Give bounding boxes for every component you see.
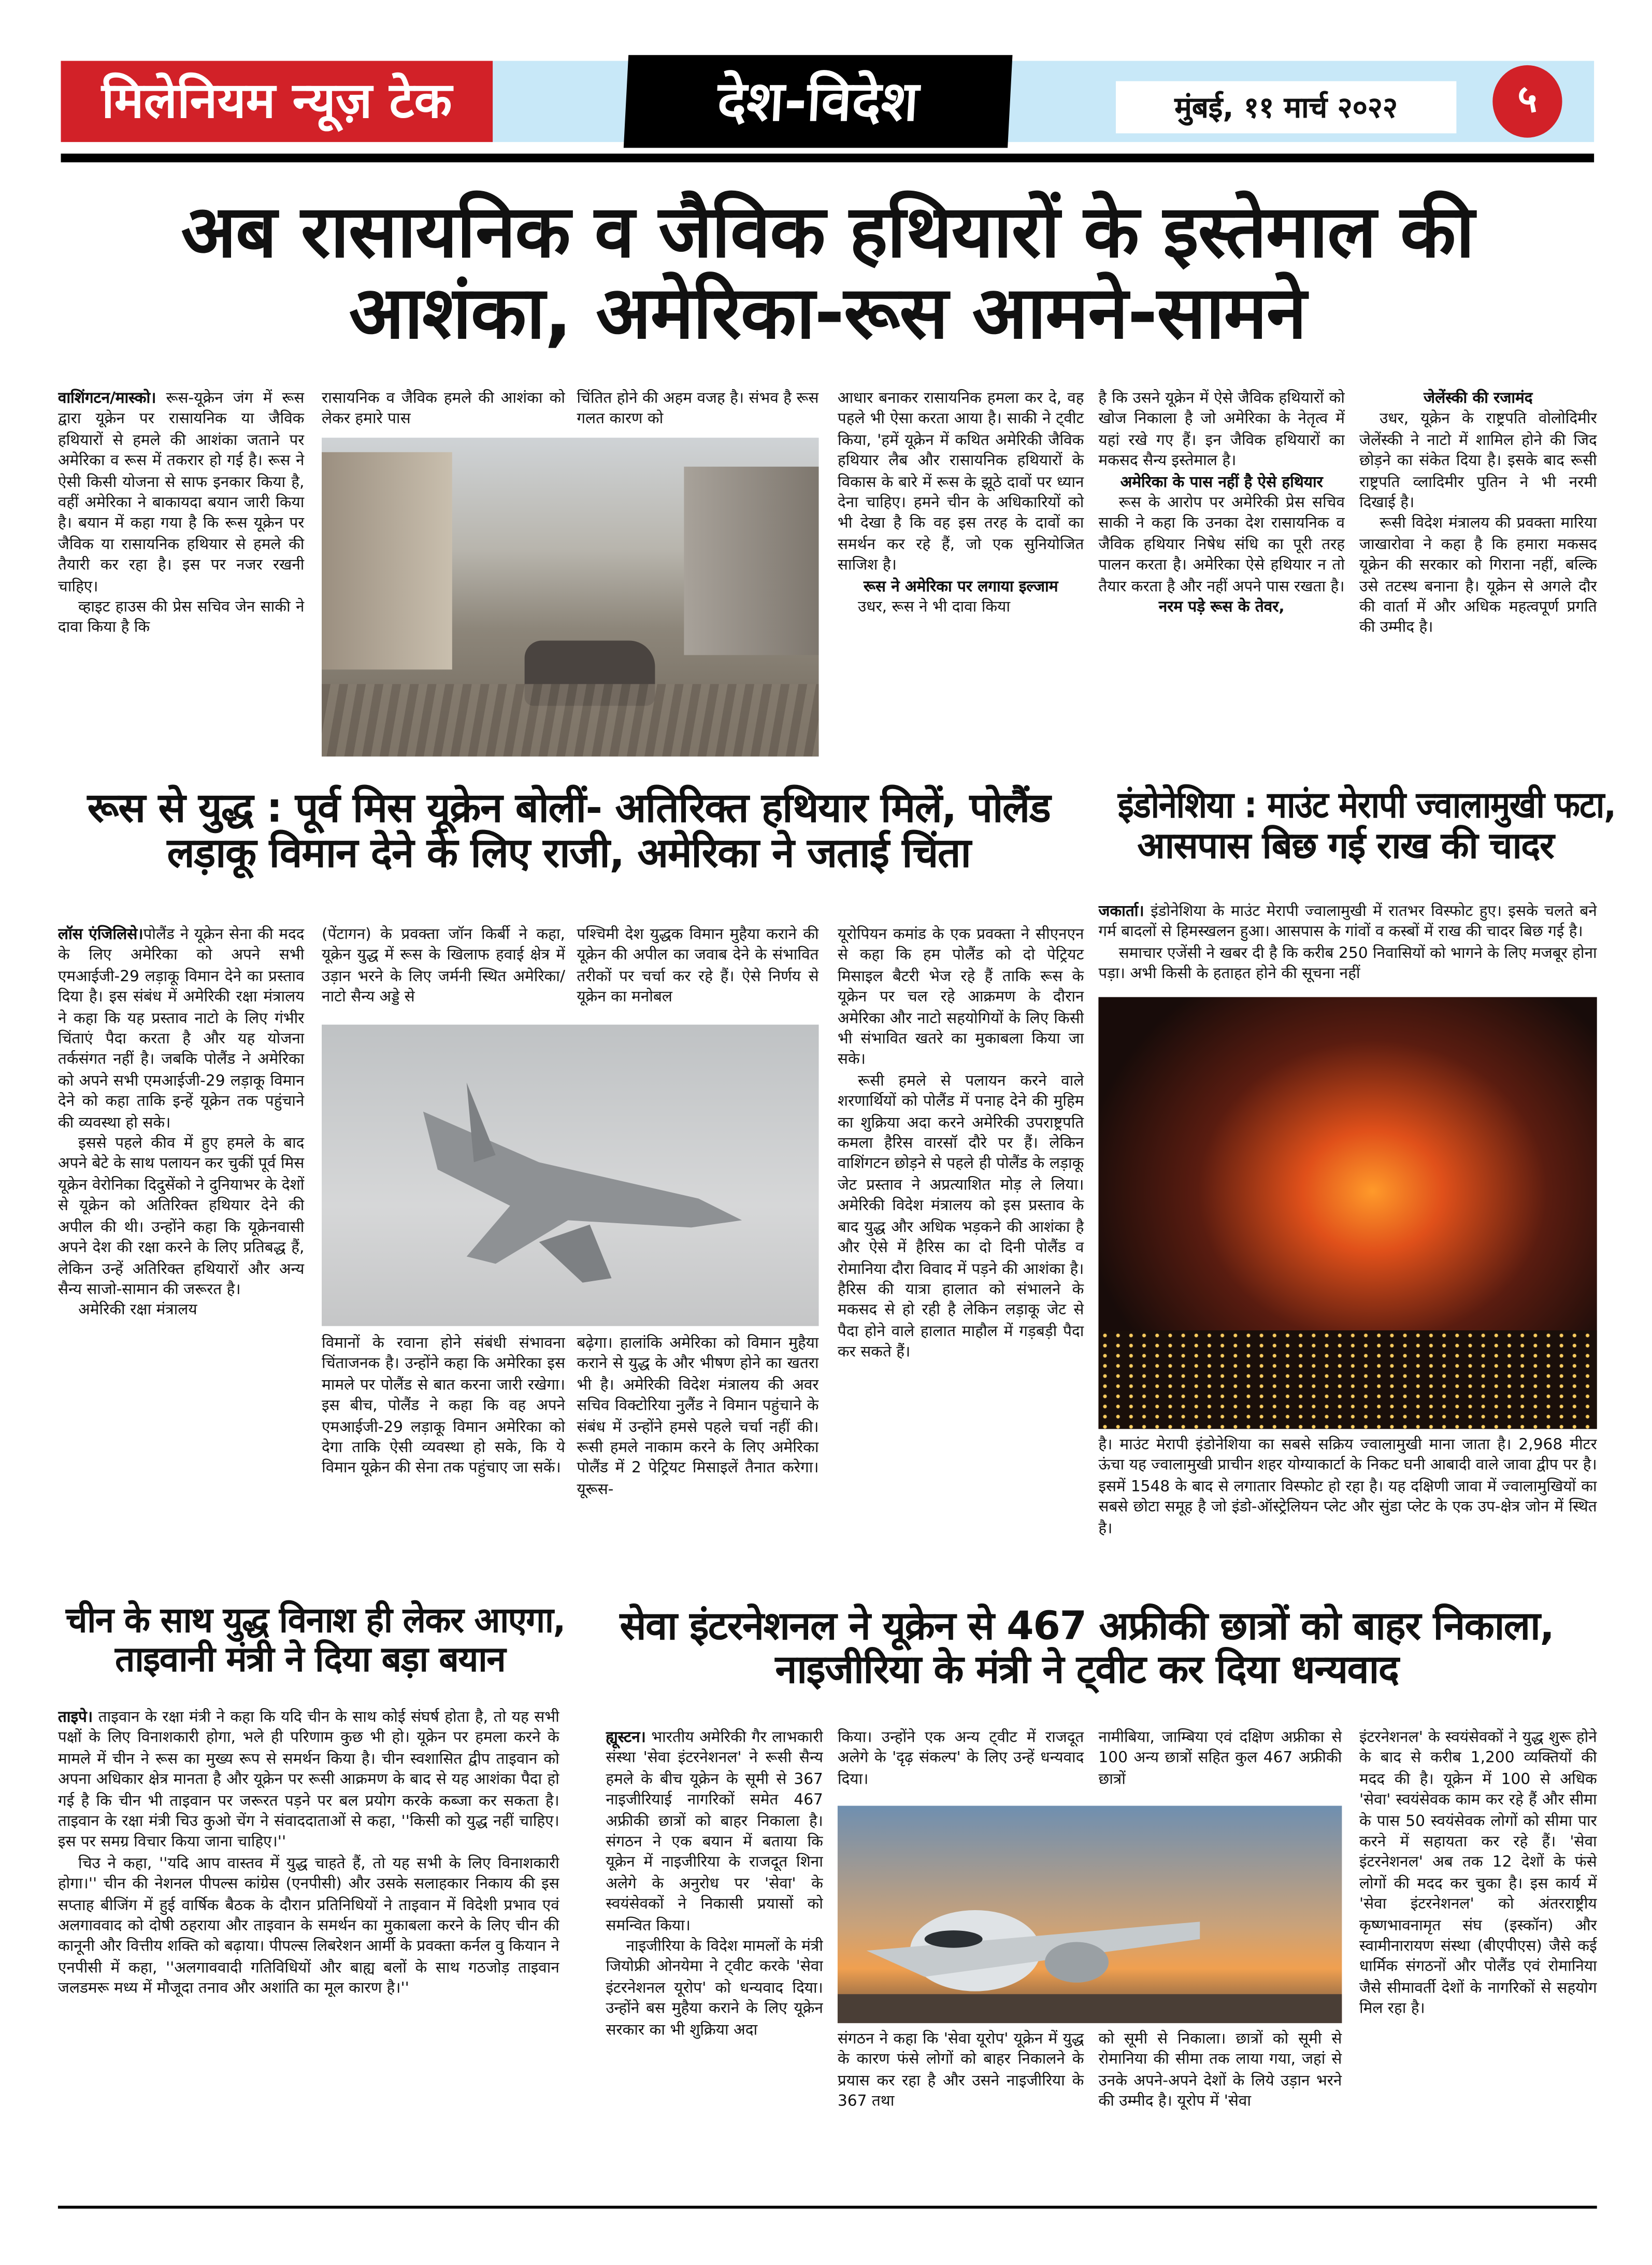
article-column: को सूमी से निकाला। छात्रों को सूमी से रोमानिया की सीमा तक लाया गया, जहां से उनके अपने-अपने देशों के लिये उड़ान भरने की उम्मीद है। यूरोप में 'सेवा <box>1098 2030 1342 2111</box>
paragraph: समाचार एजेंसी ने खबर दी है कि करीब 250 निवासियों को भागने के लिए मजबूर होना पड़ा। अभी किसी के हताहत होने की सूचना नहीं <box>1098 944 1597 983</box>
masthead-rule <box>61 154 1594 163</box>
article-column <box>1098 901 1597 994</box>
dateline: वाशिंगटन/मास्को। <box>58 390 156 408</box>
headline-line: आशंका, अमेरिका-रूस आमने-सामने <box>349 271 1306 355</box>
headline-line: इंडोनेशिया : माउंट मेरापी ज्वालामुखी फटा, <box>1117 784 1616 826</box>
article-column: संगठन ने कहा कि 'सेवा यूरोप' यूक्रेन में युद्ध के कारण फंसे लोगों को बाहर निकालने के प्रयास कर रहा है और उसने नाइजीरिया के 367 तथा <box>837 2030 1084 2111</box>
headline-line: सेवा इंटरनेशनल ने यूक्रेन से 467 अफ्रीकी छात्रों को बाहर निकाला, <box>620 1604 1554 1650</box>
paragraph: नाइजीरिया के विदेश मामलों के मंत्री जियोफ्री ओनयेमा ने ट्वीट करके 'सेवा इंटरनेशनल यूरोप' को धन्यवाद दिया। उन्होंने बस मुहैया कराने के लिए यूक्रेन सरकार का भी शुक्रिया अदा <box>606 1938 823 2039</box>
article-column: किया। उन्होंने एक अन्य ट्वीट में राजदूत अलेगे के 'दृढ़ संकल्प' के लिए उन्हें धन्यवाद दिया। <box>837 1729 1084 1788</box>
subheading: अमेरिका के पास नहीं है ऐसे हथियार <box>1120 473 1323 491</box>
headline-taiwan <box>58 1600 565 1680</box>
paragraph: उधर, रूस ने भी दावा किया <box>858 598 1011 617</box>
brand-logo: मिलेनियम न्यूज़ टेक <box>61 61 493 142</box>
article-column: चिंतित होने की अहम वजह है। संभव है रूस गलत कारण को <box>577 390 819 428</box>
paragraph: रूसी हमले से पलायन करने वाले शरणार्थियों को पोलैंड में पनाह देने की मुहिम का शुक्रिया अदा करने अमेरिकी उपराष्ट्रपति कमला हैरिस वारसॉ दौरे पर हैं। लेकिन वाशिंगटन छोड़ने से पहले ही पोलैंड के लड़ाकू जेट प्रस्ताव ने अप्रत्याशित मोड़ ले लिया। अमेरिकी विदेश मंत्रालय को इस प्रस्ताव के बाद युद्ध और अधिक भड़कने की आशंका है और ऐसे में हैरिस का दो दिनी पोलैंड व रोमानिया दौरा विवाद में पड़ने की आशंका है। हैरिस की यात्रा हालात को संभालने के मकसद से हो रही है लेकिन लड़ाकू जेट से पैदा होने वाले हालात माहौल में गड़बड़ी पैदा कर सकते हैं। <box>837 1072 1084 1361</box>
headline-line: अब रासायनिक व जैविक हथियारों के इस्तेमाल की <box>181 190 1474 274</box>
paragraph: पोलैंड ने यूक्रेन सेना की मदद के लिए अमेरिका को अपने सभी एमआईजी-29 लड़ाकू विमान देने का प्रस्ताव दिया है। इस संबंध में अमेरिकी रक्षा मंत्रालय ने कहा कि यह प्रस्ताव नाटो के लिए गंभीर चिंताएं पैदा करता है और यह योजना तर्कसंगत नहीं है। जबकि पोलैंड ने अमेरिका को अपने सभी एमआईजी-29 लड़ाकू विमान देने को कहा ताकि इन्हें यूक्रेन तक पहुंचाने की व्यवस्था हो सके। <box>58 926 305 1131</box>
paragraph: है कि उसने यूक्रेन में ऐसे जैविक हथियारों को खोज निकाला है जो अमेरिका के नेतृत्व में यहां रखे गए हैं। इन जैविक हथियारों का मकसद सैन्य इस्तेमाल है। <box>1098 390 1345 470</box>
subheading: रूस ने अमेरिका पर लगाया इल्जाम <box>863 578 1058 595</box>
article-column: इंटरनेशनल' के स्वयंसेवकों ने युद्ध शुरू होने के बाद से करीब 1,200 व्यक्तियों की मदद की है। यूक्रेन में 100 से अधिक 'सेवा' स्वयंसेवक काम कर रहे हैं और सीमा के पास 50 स्वयंसेवक लोगों को सीमा पार करने में सहायता कर रहे हैं। 'सेवा इंटरनेशनल' अब तक 12 देशों के फंसे लोगों की मदद कर चुका है। इस कार्य में 'सेवा इंटरनेशनल' को अंतरराष्ट्रीय कृष्णभावनामृत संघ (इस्कॉन) और स्वामीनारायण संस्था (बीएपीएस) जैसे कई धार्मिक संगठनों और पोलैंड एवं रोमानिया जैसे सीमावर्ती देशों के नागरिकों से सहयोग मिल रहा है। <box>1359 1729 1597 2018</box>
article-column <box>838 389 1084 768</box>
article-column: (पेंटागन) के प्रवक्ता जॉन किर्बी ने कहा, यूक्रेन युद्ध में रूस के खिलाफ हवाई क्षेत्र में उड़ान भरने के लिए जर्मनी स्थित अमेरिका/नाटो सैन्य अड्डे से <box>322 926 565 1007</box>
headline-line: नाइजीरिया के मंत्री ने ट्वीट कर दिया धन्यवाद <box>775 1648 1399 1694</box>
headline-line: चीन के साथ युद्ध विनाश ही लेकर आएगा, <box>66 1600 565 1641</box>
photo-fighter-jet <box>322 1025 819 1326</box>
article-column <box>58 389 305 765</box>
article-column: बढ़ेगा। हालांकि अमेरिका को विमान मुहैया कराने से युद्ध के और भीषण होने का खतरा भी है। अमेरिकी विदेश मंत्रालय की अवर सचिव विक्टोरिया नुलैंड ने विमान पहुंचाने के संबंध में उन्होंने हमसे पहले चर्चा नहीं की। रूसी हमले नाकाम करने के लिए अमेरिका पोलैंड में 2 पेट्रियट मिसाइलें तैनात करेगा। यूरूस- <box>577 1335 819 1499</box>
paragraph: रूस-यूक्रेन जंग में रूस द्वारा यूक्रेन पर रासायनिक या जैविक हथियारों से हमले की आशंका जताने पर अमेरिका व रूस में तकरार हो गई है। रूस ने ऐसी किसी योजना से साफ इनकार किया है, वहीं अमेरिका ने बाकायदा बयान जारी किया है। बयान में कहा गया है कि रूस यूक्रेन पर जैविक या रासायनिक हथियार से हमले की तैयारी कर रहा है। इस पर नजर रखनी चाहिए। <box>58 390 305 595</box>
paragraph: चिउ ने कहा, ''यदि आप वास्तव में युद्ध चाहते हैं, तो यह सभी के लिए विनाशकारी होगा।'' चीन की नेशनल पीपल्स कांग्रेस (एनपीसी) और उसके सलाहकार निकाय की इस सप्ताह बीजिंग में हुई वार्षिक बैठक के दौरान प्रतिनिधियों ने ताइवान में विदेशी प्रभाव एवं अलगाववाद को दोषी ठहराया और ताइवान के समर्थन का मुकाबला करने के लिए चीन की कानूनी और वित्तीय शक्ति को बढ़ाया। पीपल्स लिबरेशन आर्मी के प्रवक्ता कर्नल वु कियान ने एनपीसी में कहा, ''अलगाववादी गतिविधियों और बाह्य बलों के साथ गठजोड़ ताइवान जलडमरू मध्य में मौजूदा तनाव और अशांति का मूल कारण है।'' <box>58 1855 559 1998</box>
article-column: नामीबिया, जाम्बिया एवं दक्षिण अफ्रीका से 100 अन्य छात्रों सहित कुल 467 अफ्रीकी छात्रों <box>1098 1729 1342 1788</box>
paragraph: रूसी विदेश मंत्रालय की प्रवक्ता मारिया जाखारोवा ने कहा है कि हमारा मकसद यूक्रेन की सरकार को गिराना नहीं, बल्कि उसे तटस्थ बनाना है। यूक्रेन से अगले दौर की वार्ता में और अधिक महत्वपूर्ण प्रगति की उम्मीद है। <box>1359 515 1597 637</box>
page-number: ५ <box>1492 65 1562 138</box>
headline-line: लड़ाकू विमान देने के लिए राजी, अमेरिका ने जताई चिंता <box>167 829 971 878</box>
article-column <box>58 925 305 1588</box>
photo-volcano-eruption <box>1098 997 1597 1429</box>
subheading: नरम पड़े रूस के तेवर, <box>1158 598 1285 617</box>
bottom-rule <box>58 2206 1597 2209</box>
article-column <box>838 925 1084 1588</box>
paragraph: यूरोपियन कमांड के एक प्रवक्ता ने सीएनएन से कहा कि हम पोलैंड को दो पेट्रियट मिसाइल बैटरी भेज रहे हैं ताकि रूस के यूक्रेन पर चल रहे आक्रमण के दौरान अमेरिका और नाटो सहयोगियों के लिए किसी भी संभावित खतरे का मुकाबला किया जा सके। <box>837 926 1084 1069</box>
issue-date: मुंबई, ११ मार्च २०२२ <box>1116 81 1456 134</box>
headline-line: ताइवानी मंत्री ने दिया बड़ा बयान <box>115 1639 506 1680</box>
section-title: देश-विदेश <box>624 55 1013 148</box>
article-column: विमानों के रवाना होने संबंधी संभावना चिंताजनक है। उन्होंने कहा कि अमेरिका इस मामले पर पोलैंड से बात करना जारी रखेगा। इस बीच, पोलैंड ने कहा कि वह अपने एमआईजी-29 लड़ाकू विमान अमेरिका को देगा ताकि ऐसी व्यवस्था हो सके, कि ये विमान यूक्रेन की सेना तक पहुंचाए जा सकें। <box>322 1335 565 1478</box>
article-column: है। माउंट मेरापी इंडोनेशिया का सबसे सक्रिय ज्वालामुखी माना जाता है। 2,968 मीटर ऊंचा यह ज्वालामुखी प्राचीन शहर योग्याकार्टा के निकट घनी आबादी वाले जावा द्वीप पर है। इसमें 1548 के बाद से लगातार विस्फोट हो रहा है। यह दक्षिणी जावा में ज्वालामुखियों का सबसे छोटा समूह है जो इंडो-ऑस्ट्रेलियन प्लेट और सुंडा प्लेट के एक उप-क्षेत्र जोन में स्थित है। <box>1098 1436 1597 1537</box>
headline-seva-international <box>577 1606 1597 1694</box>
paragraph: उधर, यूक्रेन के राष्ट्रपति वोलोदिमीर जेलेंस्की ने नाटो में शामिल होने की जिद छोड़ने का संकेत दिया है। इसके बाद रूसी राष्ट्रपति व्लादिमीर पुतिन ने भी नरमी दिखाई है। <box>1359 410 1597 512</box>
main-headline <box>58 191 1597 353</box>
paragraph: व्हाइट हाउस की प्रेस सचिव जेन साकी ने दावा किया है कि <box>58 598 305 637</box>
paragraph: भारतीय अमेरिकी गैर लाभकारी संस्था 'सेवा इंटरनेशनल' ने रूसी सैन्य हमले के बीच यूक्रेन के सूमी से 367 नाइजीरियाई नागरिकों समेत 467 अफ्रीकी छात्रों को बाहर निकाला है। संगठन ने एक बयान में बताया कि यूक्रेन में नाइजीरिया के राजदूत शिना अलेगे के अनुरोध पर 'सेवा' के स्वयंसेवकों ने निकासी प्रयासों को समन्वित किया। <box>606 1729 823 1934</box>
headline-line: आसपास बिछ गई राख की चादर <box>1137 824 1554 867</box>
airplane-illustration <box>838 1806 1342 2024</box>
subheading: जेलेंस्की की रजामंद <box>1424 390 1533 408</box>
paragraph: अमेरिकी रक्षा मंत्रालय <box>78 1301 197 1320</box>
article-column: रासायनिक व जैविक हमले की आशंका को लेकर हमारे पास <box>322 390 565 428</box>
paragraph: इंडोनेशिया के माउंट मेरापी ज्वालामुखी में रातभर विस्फोट हुए। इसके चलते बने गर्म बादलों से हिमस्खलन हुआ। आसपास के गांवों व कस्बों में राख की चादर बिछ गई है। <box>1098 902 1597 941</box>
article-column <box>58 1707 559 2192</box>
dateline: ताइपे। <box>58 1709 93 1726</box>
article-column: पश्चिमी देश युद्धक विमान मुहैया कराने की यूक्रेन की अपील का जवाब देने के संभावित तरीकों पर चर्चा कर रहे हैं। ऐसे निर्णय से यूक्रेन का मनोबल <box>577 926 819 1007</box>
paragraph: इससे पहले कीव में हुए हमले के बाद अपने बेटे के साथ पलायन कर चुकीं पूर्व मिस यूक्रेन वेरोनिका दिदुसेंको ने दुनियाभर के देशों से यूक्रेन को अतिरिक्त हथियार देने की अपील की थी। उन्होंने कहा कि यूक्रेनवासी अपने देश की रक्षा करने के लिए प्रतिबद्ध हैं, लेकिन उन्हें अतिरिक्त हथियारों और अन्य सैन्य साजो-सामान की जरूरत है। <box>58 1135 305 1299</box>
headline-poland-jets <box>58 785 1080 876</box>
article-column <box>1359 389 1597 768</box>
article-column <box>1098 389 1345 768</box>
photo-destroyed-street <box>322 438 819 756</box>
article-column <box>606 1728 823 2191</box>
paragraph: ताइवान के रक्षा मंत्री ने कहा कि यदि चीन के साथ कोई संघर्ष होता है, तो यह सभी पक्षों के लिए विनाशकारी होगा, भले ही परिणाम कुछ भी हो। यूक्रेन पर हमला करने के मामले में चीन ने रूस का मुख्य रूप से समर्थन किया है। चीन स्वशासित द्वीप ताइवान को अपना अधिकार क्षेत्र मानता है और यूक्रेन पर रूसी आक्रमण के बाद से यह आशंका पैदा हो गई है कि चीन भी ताइवान पर जरूरत पड़ने पर बल प्रयोग करके कब्जा कर सकता है। ताइवान के रक्षा मंत्री चिउ कुओ चेंग ने संवाददाताओं से कहा, ''किसी को युद्ध नहीं चाहिए। इस पर समग्र विचार किया जाना चाहिए।'' <box>58 1709 559 1852</box>
headline-volcano <box>1094 784 1616 867</box>
paragraph: आधार बनाकर रासायनिक हमला कर दे, वह पहले भी ऐसा करता आया है। साकी ने ट्वीट किया, 'हमें यूक्रेन में कथित अमेरिकी जैविक हथियार लैब और रासायनिक हथियारों के विकास के बारे में रूस के झूठे दावों पर ध्यान देना चाहिए। हमने चीन के अधिकारियों को भी देखा है कि वह इस तरह के दावों का समर्थन कर रहे हैं, जो एक सुनियोजित साजिश है। <box>837 390 1084 575</box>
fighter-jet-illustration <box>322 1025 819 1326</box>
dateline: लॉस एंजिलिसे। <box>58 926 143 944</box>
headline-line: रूस से युद्ध : पूर्व मिस यूक्रेन बोलीं- अतिरिक्त हथियार मिलें, पोलैंड <box>87 784 1051 832</box>
photo-airplane <box>838 1806 1342 2024</box>
dateline: जकार्ता। <box>1098 902 1144 921</box>
paragraph: रूस के आरोप पर अमेरिकी प्रेस सचिव साकी ने कहा कि उनका देश रासायनिक व जैविक हथियार निषेध संधि का पूरी तरह पालन करता है। अमेरिका ऐसे हथियार न तो तैयार करता है और नहीं अपने पास रखता है। <box>1098 494 1345 595</box>
dateline: ह्यूस्टन। <box>606 1729 646 1746</box>
